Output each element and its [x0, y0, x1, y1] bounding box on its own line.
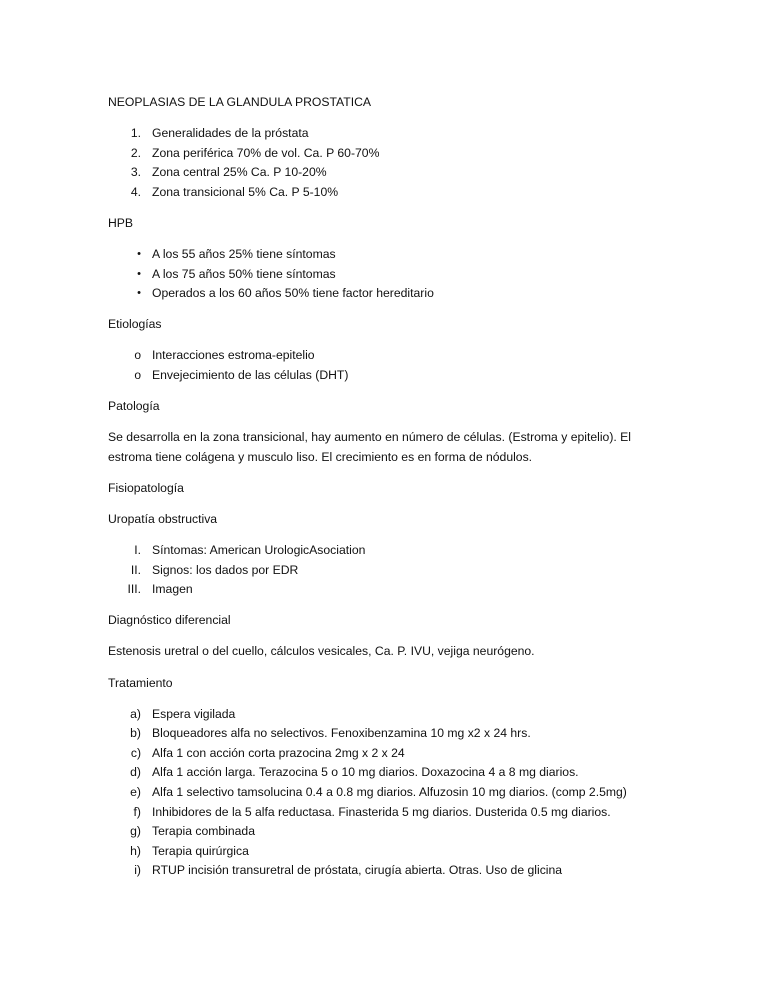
list-item-text: Espera vigilada [152, 706, 236, 721]
list-item-text: Terapia combinada [152, 824, 255, 839]
list-item [108, 163, 668, 183]
list-marker: 2. [130, 145, 141, 160]
list-item-text: Operados a los 60 años 50% tiene factor hereditario [152, 286, 434, 301]
list-marker: e) [130, 785, 141, 800]
list-item [108, 183, 668, 203]
list-item-text: Alfa 1 con acción corta prazocina 2mg x 2 x 24 [152, 745, 405, 760]
list-item-text: Alfa 1 acción larga. Terazocina 5 o 10 mg diarios. Doxazocina 4 a 8 mg diarios. [152, 765, 579, 780]
list-item-text: Síntomas: American UrologicAsociation [152, 543, 366, 558]
hpb-list [108, 245, 668, 304]
tratamiento-list [108, 705, 668, 881]
list-item [108, 783, 668, 803]
document-body [108, 93, 668, 881]
patologia-heading: Patología [108, 399, 160, 414]
list-item-text: Zona central 25% Ca. P 10-20% [152, 165, 327, 180]
document-title: NEOPLASIAS DE LA GLANDULA PROSTATICA [108, 95, 372, 109]
list-item-text: Envejecimiento de las células (DHT) [152, 368, 349, 383]
list-marker: g) [130, 824, 141, 839]
list-item [108, 284, 668, 304]
list-item [108, 803, 668, 823]
list-item [108, 705, 668, 725]
list-item-text: A los 75 años 50% tiene síntomas [152, 266, 336, 281]
bullet-icon: • [137, 248, 141, 261]
list-marker: 1. [130, 126, 141, 141]
patologia-paragraph: Se desarrolla en la zona transicional, hay aumento en número de células. (Estroma y epitelio). El estroma tiene colágena y musculo liso. El crecimiento es en forma de nódulos. [108, 430, 631, 464]
bullet-icon: • [137, 287, 141, 300]
list-item [108, 724, 668, 744]
hpb-heading: HPB [108, 215, 134, 230]
list-item [108, 265, 668, 285]
list-item-text: Imagen [152, 582, 193, 597]
list-item-text: Alfa 1 selectivo tamsolucina 0.4 a 0.8 mg diarios. Alfuzosin 10 mg diarios. (comp 2.5mg) [152, 785, 627, 800]
list-item-text: Zona periférica 70% de vol. Ca. P 60-70% [152, 145, 380, 160]
etiologias-list [108, 346, 668, 385]
circle-bullet-icon: o [134, 368, 141, 383]
list-marker: 4. [130, 184, 141, 199]
list-item [108, 144, 668, 164]
list-item-text: Interacciones estroma-epitelio [152, 348, 315, 363]
list-item [108, 842, 668, 862]
list-marker: c) [130, 745, 141, 760]
list-item [108, 366, 668, 386]
list-item [108, 580, 668, 600]
list-item [108, 763, 668, 783]
list-item [108, 744, 668, 764]
list-marker: 3. [130, 165, 141, 180]
list-item [108, 561, 668, 581]
diagnostico-heading: Diagnóstico diferencial [108, 613, 231, 628]
list-item-text: A los 55 años 25% tiene síntomas [152, 247, 336, 262]
list-item-text: Generalidades de la próstata [152, 126, 309, 141]
list-marker: i) [134, 863, 141, 878]
list-item [108, 124, 668, 144]
list-marker: b) [130, 726, 141, 741]
list-item [108, 822, 668, 842]
list-item-text: Zona transicional 5% Ca. P 5-10% [152, 184, 339, 199]
list-marker: h) [130, 843, 141, 858]
list-marker: f) [133, 804, 141, 819]
list-item [108, 861, 668, 881]
circle-bullet-icon: o [134, 348, 141, 363]
diagnostico-paragraph: Estenosis uretral o del cuello, cálculos vesicales, Ca. P. IVU, vejiga neurógeno. [108, 644, 535, 659]
list-item-text: Bloqueadores alfa no selectivos. Fenoxibenzamina 10 mg x2 x 24 hrs. [152, 726, 531, 741]
tratamiento-heading: Tratamiento [108, 675, 173, 690]
list-marker: d) [130, 765, 141, 780]
bullet-icon: • [137, 267, 141, 280]
generalidades-list [108, 124, 668, 202]
uropatia-list [108, 541, 668, 600]
fisiopatologia-heading: Fisiopatología [108, 480, 184, 495]
list-marker: III. [127, 582, 141, 597]
list-item [108, 541, 668, 561]
etiologias-heading: Etiologías [108, 317, 162, 332]
list-marker: II. [130, 562, 141, 577]
list-item [108, 346, 668, 366]
list-item-text: RTUP incisión transuretral de próstata, cirugía abierta. Otras. Uso de glicina [152, 863, 563, 878]
list-item-text: Signos: los dados por EDR [152, 562, 299, 577]
list-item-text: Inhibidores de la 5 alfa reductasa. Finasterida 5 mg diarios. Dusterida 0.5 mg diarios. [152, 804, 611, 819]
list-item-text: Terapia quirúrgica [152, 843, 249, 858]
list-marker: I. [134, 543, 141, 558]
list-item [108, 245, 668, 265]
uropatia-heading: Uropatía obstructiva [108, 512, 218, 526]
list-marker: a) [130, 706, 141, 721]
